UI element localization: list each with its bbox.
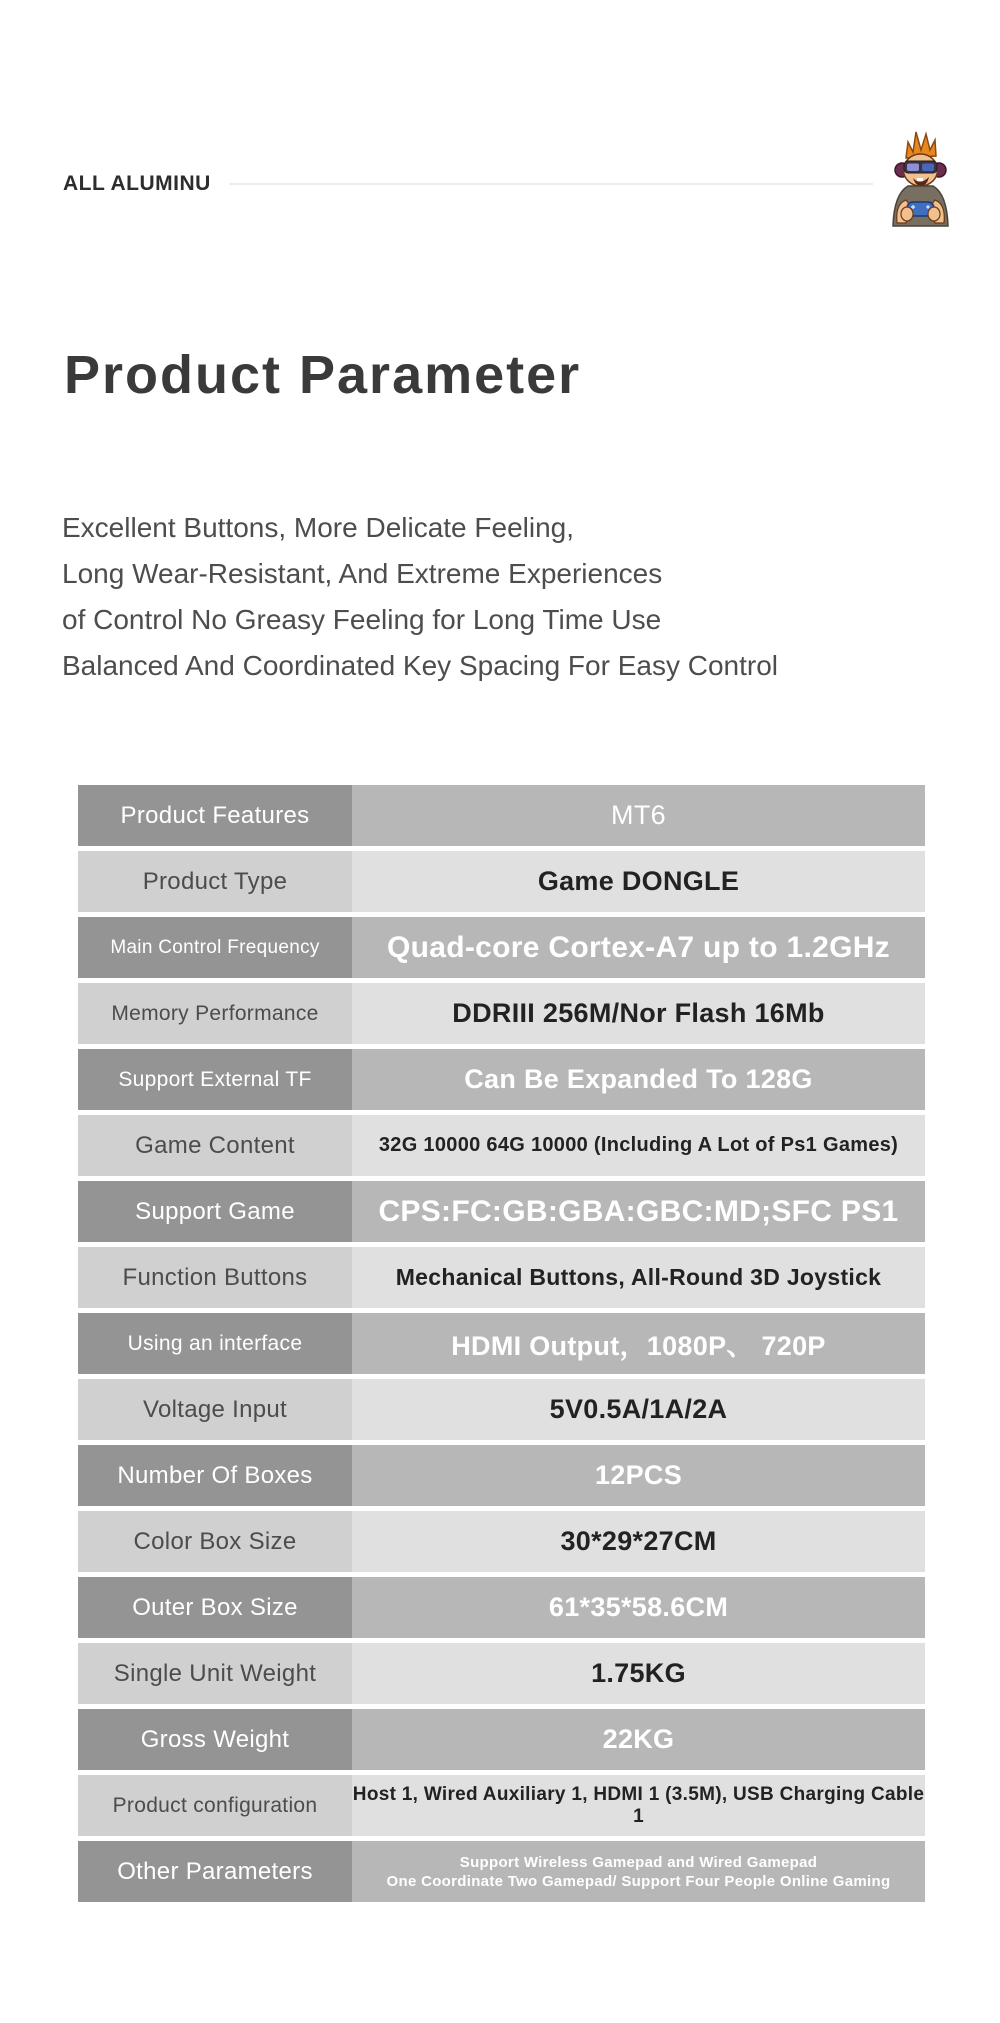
table-row [78, 1313, 925, 1374]
spec-value-line: One Coordinate Two Gamepad/ Support Four People Online Gaming [386, 1872, 891, 1890]
spec-label: Product Type [78, 851, 352, 912]
spec-value: Game DONGLE [352, 851, 925, 912]
spec-table [78, 785, 925, 1907]
spec-value: Quad-core Cortex-A7 up to 1.2GHz [352, 917, 925, 978]
table-row [78, 1115, 925, 1176]
spec-value: 22KG [352, 1709, 925, 1770]
table-row [78, 1445, 925, 1506]
spec-value: DDRIII 256M/Nor Flash 16Mb [352, 983, 925, 1044]
spec-value: 61*35*58.6CM [352, 1577, 925, 1638]
spec-label: Outer Box Size [78, 1577, 352, 1638]
spec-value: 1.75KG [352, 1643, 925, 1704]
table-row [78, 983, 925, 1044]
spec-label: Color Box Size [78, 1511, 352, 1572]
spec-label: Function Buttons [78, 1247, 352, 1308]
intro-line: of Control No Greasy Feeling for Long Time Use [62, 604, 662, 635]
spec-label: Memory Performance [78, 983, 352, 1044]
table-row [78, 851, 925, 912]
spec-label: Number Of Boxes [78, 1445, 352, 1506]
intro-line: Excellent Buttons, More Delicate Feeling, [62, 512, 575, 543]
brand-row [63, 172, 873, 196]
spec-label: Gross Weight [78, 1709, 352, 1770]
spec-value: CPS:FC:GB:GBA:GBC:MD;SFC PS1 [352, 1181, 925, 1242]
spec-value: Mechanical Buttons, All-Round 3D Joystick [352, 1247, 925, 1308]
table-row [78, 1049, 925, 1110]
spec-value: MT6 [352, 785, 925, 846]
table-row [78, 1247, 925, 1308]
spec-value: 5V0.5A/1A/2A [352, 1379, 925, 1440]
spec-value: HDMI Output，1080P、 720P [352, 1313, 925, 1374]
table-row [78, 1181, 925, 1242]
spec-value [352, 1841, 925, 1902]
table-row [78, 1709, 925, 1770]
brand-label: ALL ALUMINU [63, 172, 211, 195]
table-row [78, 1577, 925, 1638]
spec-label: Other Parameters [78, 1841, 352, 1902]
spec-label: Product configuration [78, 1775, 352, 1836]
table-row [78, 1643, 925, 1704]
spec-label: Main Control Frequency [78, 917, 352, 978]
spec-value: 30*29*27CM [352, 1511, 925, 1572]
spec-label: Product Features [78, 785, 352, 846]
spec-value-line: Support Wireless Gamepad and Wired Gamepad [459, 1853, 818, 1871]
spec-value: Can Be Expanded To 128G [352, 1049, 925, 1110]
spec-label: Single Unit Weight [78, 1643, 352, 1704]
intro-paragraph [62, 505, 942, 689]
spec-label: Voltage Input [78, 1379, 352, 1440]
table-row [78, 1841, 925, 1902]
intro-line: Balanced And Coordinated Key Spacing For Easy Control [62, 650, 778, 681]
table-row [78, 1511, 925, 1572]
page-title: Product Parameter [64, 345, 582, 405]
spec-label: Using an interface [78, 1313, 352, 1374]
table-row [78, 917, 925, 978]
brand-divider-line [229, 183, 873, 185]
table-row [78, 1379, 925, 1440]
table-row [78, 1775, 925, 1836]
spec-value: Host 1, Wired Auxiliary 1, HDMI 1 (3.5M), USB Charging Cable 1 [352, 1775, 925, 1836]
spec-label: Support External TF [78, 1049, 352, 1110]
spec-label: Support Game [78, 1181, 352, 1242]
spec-label: Game Content [78, 1115, 352, 1176]
table-row [78, 785, 925, 846]
spec-value: 12PCS [352, 1445, 925, 1506]
intro-line: Long Wear-Resistant, And Extreme Experiences [62, 558, 663, 589]
spec-value: 32G 10000 64G 10000 (Including A Lot of Ps1 Games) [352, 1115, 925, 1176]
gamer-mascot-icon [880, 128, 960, 230]
